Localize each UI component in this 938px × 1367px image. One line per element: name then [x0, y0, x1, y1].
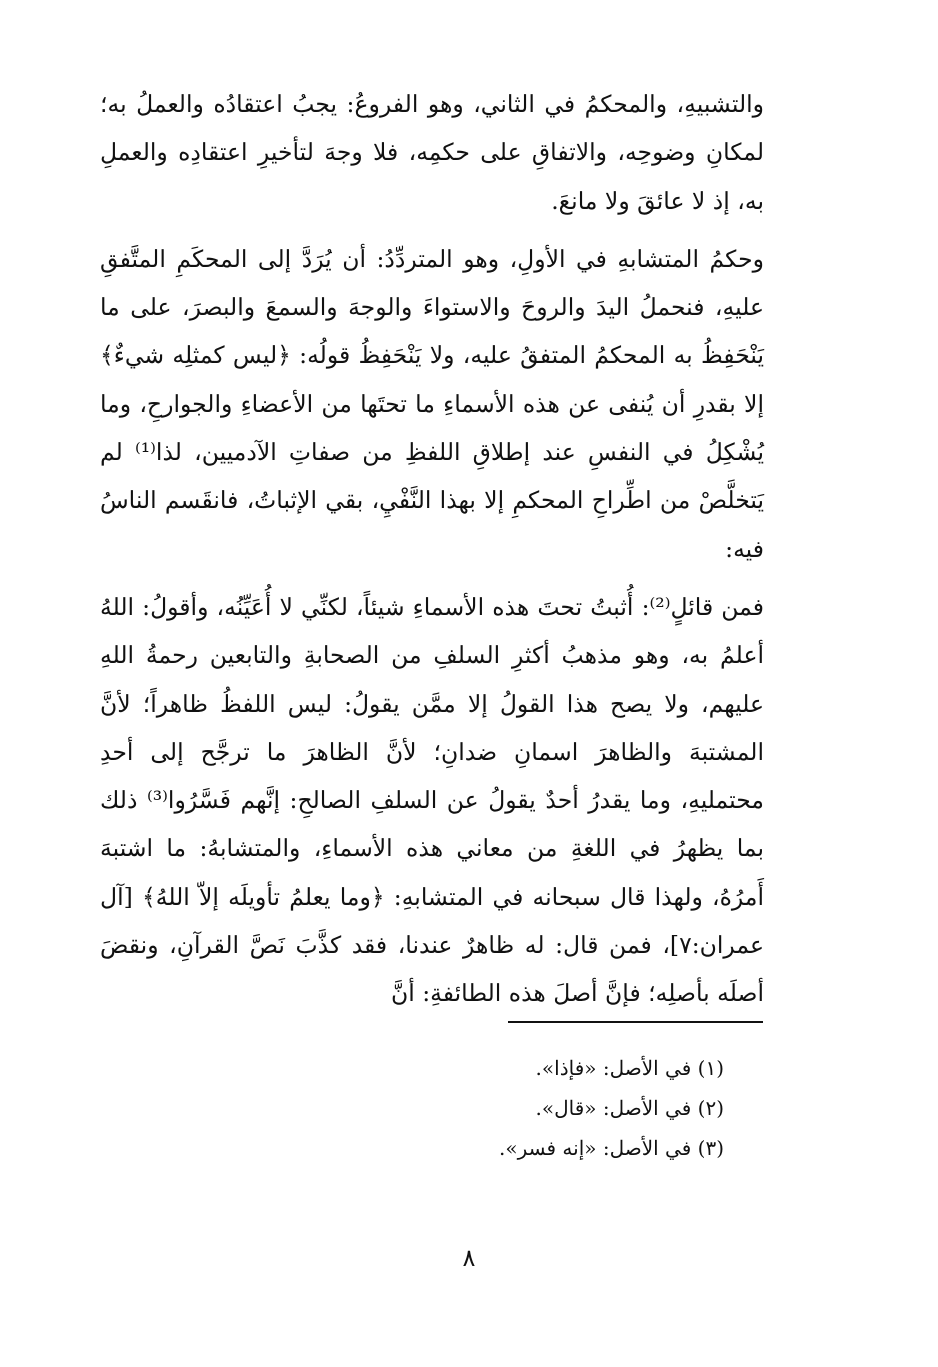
footnotes [100, 1048, 724, 1168]
footnote-2: (٢) في الأصل: «قال». [535, 1096, 724, 1120]
paragraph-3: فمن قائلٍ⁽²⁾: أُثبتُ تحتَ هذه الأسماءِ شيئاً، لكنِّي لا أُعَيِّنُه، وأقولُ: اللهُ أعلمُ به، وهو مذهبُ أكثرِ السلفِ من الصحابةِ والتابعين رحمةُ اللهِ عليهم، ولا يصح هذا القولُ إلا ممَّن يقولُ: ليس اللفظُ ظاهراً؛ لأنَّ المشتبهَ والظاهرَ اسمانِ ضدانِ؛ لأنَّ الظاهرَ ما ترجَّح إلى أحدِ محتمليهِ، وما يقدرُ أحدٌ يقولُ عن السلفِ الصالحِ: إنَّهم فَسَّرُوا⁽³⁾ ذلك بما يظهرُ في اللغةِ من معاني هذه الأسماءِ، والمتشابهُ: ما اشتبهَ أَمرُهُ، ولهذا قال سبحانه في المتشابهِ: ﴿وما يعلمُ تأويلَه إلاّ اللهُ﴾ [آل عمران:٧]، فمن قال: له ظاهرٌ عندنا، فقد كذَّبَ نَصَّ القرآنِ، ونقضَ أصلَه بأصلِه؛ فإنَّ أصلَ هذه الطائفةِ: أنَّ [100, 592, 765, 1008]
footnote-1: (١) في الأصل: «فإذا». [535, 1056, 724, 1080]
footnote-separator [508, 1021, 763, 1023]
main-text [100, 80, 764, 1018]
paragraph-1: والتشبيهِ، والمحكمُ في الثاني، وهو الفروعُ: يجبُ اعتقادُه والعملُ به؛ لمكانِ وضوحِه، والاتفاقِ على حكمِه، فلا وجهَ لتأخيرِ اعتقادِه والعملِ به، إذ لا عائقَ ولا مانعَ. [100, 90, 764, 215]
footnote-3: (٣) في الأصل: «إنه فسر». [499, 1136, 724, 1160]
page-number: ٨ [462, 1244, 476, 1272]
paragraph-2: وحكمُ المتشابهِ في الأولِ، وهو المتردِّدُ: أن يُرَدَّ إلى المحكَمِ المتَّفقِ عليهِ، فنحملُ اليدَ والروحَ والاستواءَ والوجهَ والسمعَ والبصرَ، على ما يَنْحَفِظُ به المحكمُ المتفقُ عليه، ولا يَنْحَفِظُ قولُه: ﴿ليس كمثلِه شيءٌ﴾ إلا بقدرِ أن يُنفى عن هذه الأسماءِ ما تحتَها من الأعضاءِ والجوارحِ، وما يُشْكِلُ في النفسِ عند إطلاقِ اللفظِ من صفاتِ الآدميين، لذا⁽¹⁾ لم يَتخلَّصْ من اطِّراحِ المحكمِ إلا بهذا النَّفْيِ، بقي الإثباتُ، فانقَسم الناسُ فيه: [100, 244, 764, 563]
